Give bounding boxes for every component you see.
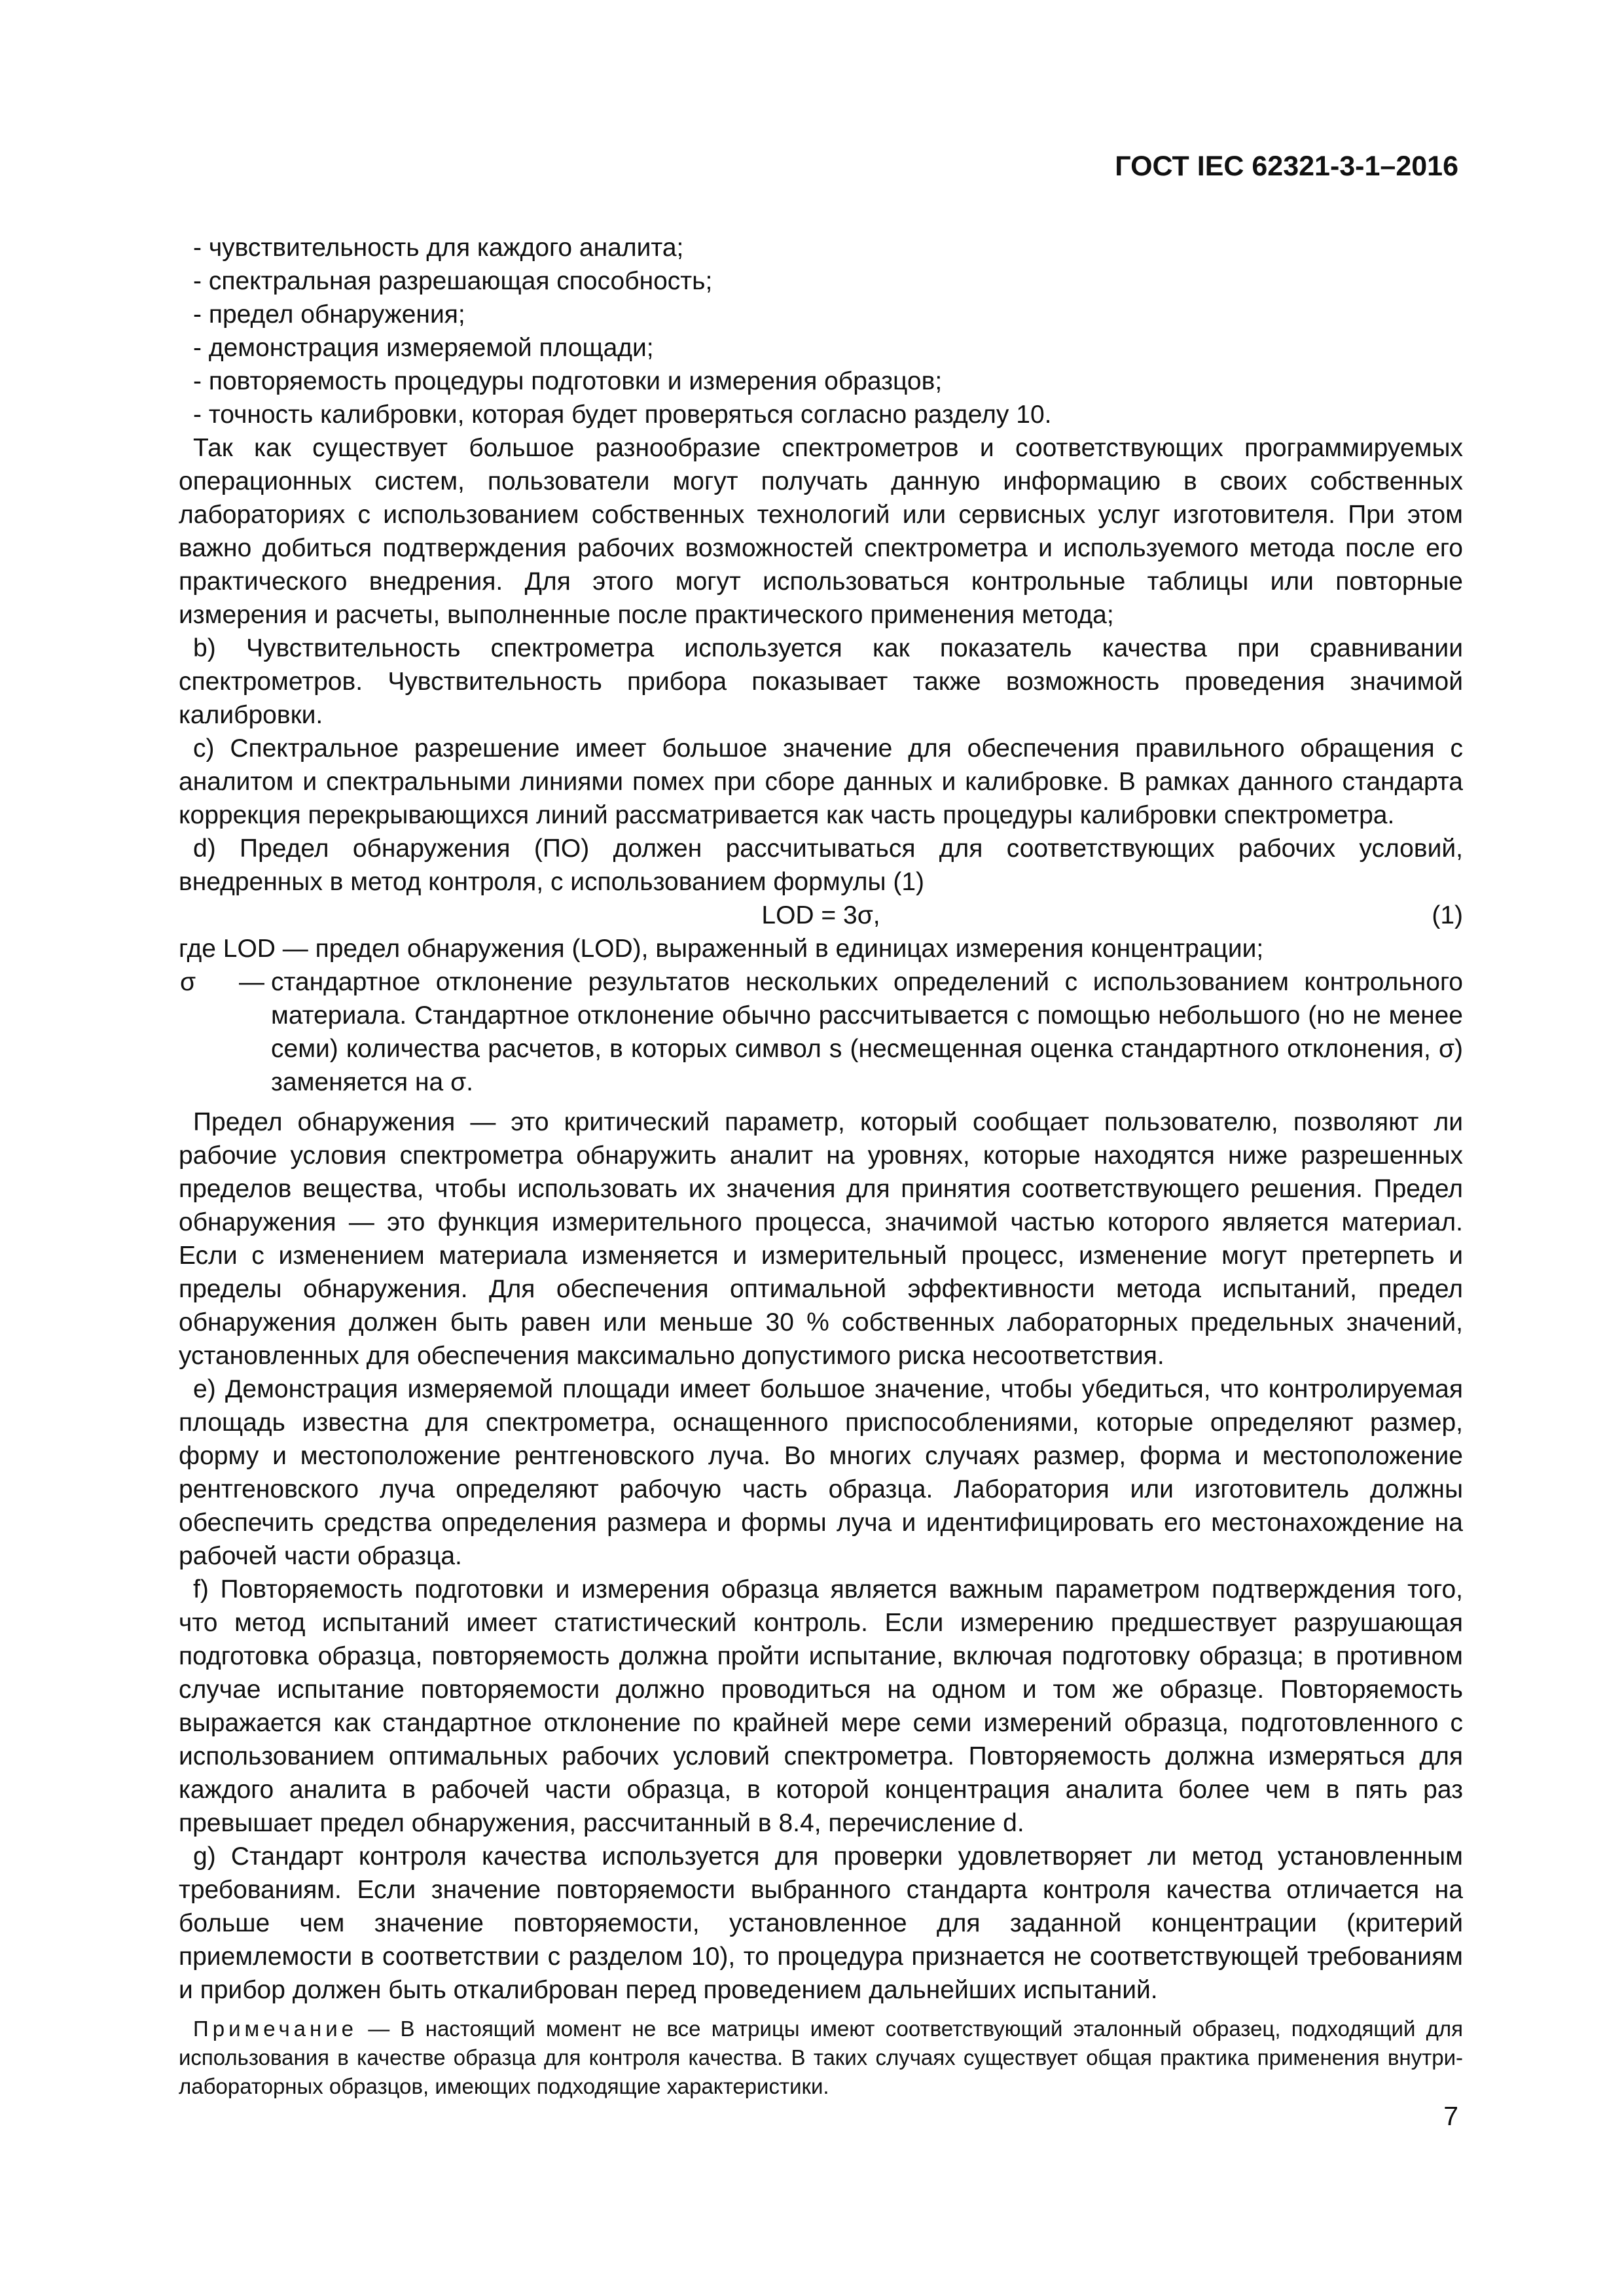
paragraph-e: e) Демонстрация измеряемой площади имеет большое значение, чтобы убедиться, что контролируемая площадь известна для спектрометра, оснащенного приспособлениями, которые определяют размер, форму и местоположение рентгеновского луча. Во многих случаях размер, форма и местоположение рентгеновского луча определяют рабочую часть образца. Лаборатория или изготовитель должны обеспечить средства определения размера и формы луча и идентифицировать его местонахождение на рабочей части образца. (179, 1375, 1463, 1570)
paragraph-g: g) Стандарт контроля качества используется для проверки удовлетворяет ли метод установленным требованиям. Если значение повторяемости выбранного стандарта контроля качества отличается на больше чем значение повторяемости, установленное для заданной концентрации (критерий приемлемости в соответствии с разделом 10), то процедура признается не соответствующей требованиям и прибор должен быть откалиброван перед проведением дальнейших испытаний. (179, 1842, 1463, 2004)
list-item: - предел обнаружения; (193, 300, 465, 329)
paragraph-intro: Так как существует большое разнообразие спектрометров и соответствующих программируемых операционных систем, пользователи могут получать данную информацию в своих собственных лабораториях с использованием собственных технологий или сервисных услуг изготовителя. При этом важно добиться подтверждения рабочих возможностей спектрометра и используемого метода после его практического внедрения. Для этого могут использоваться контрольные таблицы или повторные измерения и расчеты, выполненные после практического применения метода; (179, 434, 1463, 629)
list-item: - точность калибровки, которая будет проверяться согласно разделу 10. (193, 401, 1052, 429)
paragraph-c: c) Спектральное разрешение имеет большое значение для обеспечения правильного обращения с аналитом и спектральными линиями помех при сборе данных и калибровке. В рамках данного стандарта коррекция перекрывающихся линий рассматривается как часть процедуры калибровки спектрометра. (179, 734, 1463, 829)
paragraph-f: f) Повторяемость подготовки и измерения образца является важным параметром подтверждения того, что метод испытаний имеет статистический контроль. Если измерению предшествует разрушающая подготовка образца, повторяемость должна пройти испытание, включая подготовку образца; в противном случае испытание повторяемости должно проводиться на одном и том же образце. Повторяемость выражается как стандартное отклонение по крайней мере семи измерений образца, подготовленного с использованием оптимальных рабочих условий спектрометра. Повторяемость должна измеряться для каждого аналита в рабочей части образца, в которой концентрация аналита более чем в пять раз превышает предел обнаружения, рассчитанный в 8.4, перечисление d. (179, 1575, 1463, 1837)
note-label: Примечание (193, 2017, 358, 2041)
note (179, 2015, 1463, 2101)
page-number: 7 (1443, 2101, 1458, 2131)
list-item: - чувствительность для каждого аналита; (193, 234, 684, 262)
paragraph-d: d) Предел обнаружения (ПО) должен рассчитываться для соответствующих рабочих условий, внедренных в метод контроля, с использованием формулы (1) (179, 834, 1463, 896)
list-item: - демонстрация измеряемой площади; (193, 334, 654, 362)
page-body (179, 231, 1463, 2101)
definition-text: стандартное отклонение результатов нескольких определений с использованием контрольного материала. Стандартное отклонение обычно рассчитывается с помощью небольшого (но не менее семи) количества расчетов, в которых символ s (несмещенная оценка стандартного отклонения, σ) заменяется на σ. (271, 968, 1463, 1096)
formula-number: (1) (1432, 901, 1463, 929)
list-item: - повторяемость процедуры подготовки и измерения образцов; (193, 367, 943, 395)
list-item: - спектральная разрешающая способность; (193, 267, 713, 295)
standard-designation: ГОСТ IEC 62321-3-1–2016 (1115, 151, 1458, 182)
definition-symbol: σ (180, 968, 196, 996)
formula-row (179, 899, 1463, 932)
paragraph-b: b) Чувствительность спектрометра используется как показатель качества при сравнивании спектрометров. Чувствительность прибора показывает также возможность проведения значимой калибровки. (179, 634, 1463, 729)
note-text: — В настоящий момент не все матрицы имеют соответствующий эталонный образец, подходящий для использования в качестве образца для контроля качества. В таких случаях существует общая практика применения внутри-лабораторных образцов, имеющих подходящие характеристики. (179, 2017, 1463, 2098)
formula: LOD = 3σ, (761, 901, 880, 929)
definition-lod: где LOD — предел обнаружения (LOD), выраженный в единицах измерения концентрации; (179, 935, 1264, 963)
paragraph-lod: Предел обнаружения — это критический параметр, который сообщает пользователю, позволяют ли рабочие условия спектрометра обнаружить аналит на уровнях, которые находятся ниже разрешенных пределов вещества, чтобы использовать их значения для принятия соответствующего решения. Предел обнаружения — это функция измерительного процесса, значимой частью которого является материал. Если с изменением материала изменяется и измерительный процесс, изменение могут претерпеть и пределы обнаружения. Для обеспечения оптимальной эффективности метода испытаний, предел обнаружения должен быть равен или меньше 30 % собственных лабораторных предельных значений, установленных для обеспечения максимально допустимого риска несоответствия. (179, 1108, 1463, 1370)
definition-dash: — (239, 968, 264, 996)
definition-sigma (179, 965, 1463, 1099)
